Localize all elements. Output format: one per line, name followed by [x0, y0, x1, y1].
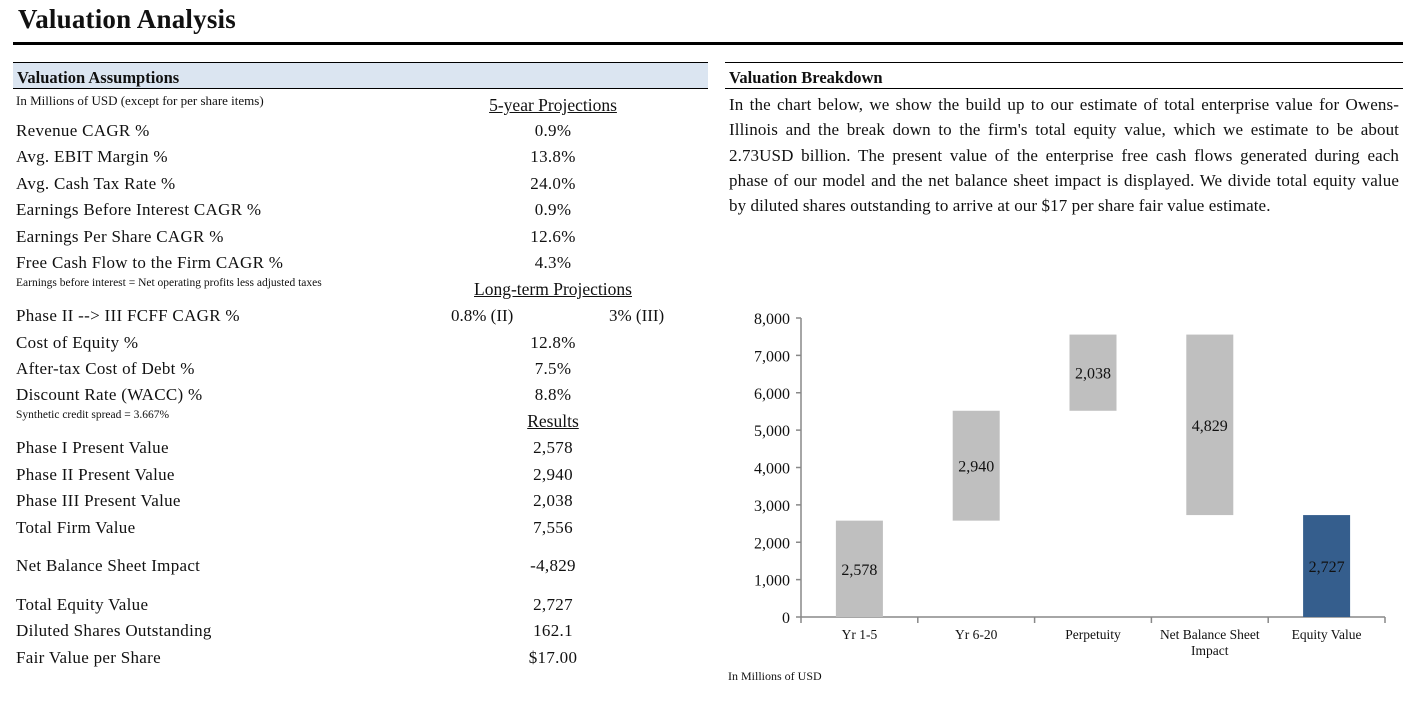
row-label: Diluted Shares Outstanding [16, 621, 212, 640]
row-label: Total Equity Value [16, 595, 149, 614]
row-value: 7.5% [534, 359, 572, 378]
x-category-label: Yr 6-20 [955, 627, 998, 642]
row-label: Net Balance Sheet Impact [16, 556, 201, 575]
bar-data-label: 2,727 [1308, 559, 1345, 577]
row-value: 24.0% [530, 174, 576, 193]
row-value: 2,578 [533, 438, 573, 457]
y-tick-label: 1,000 [754, 572, 790, 590]
row-value: 12.8% [530, 333, 576, 352]
col-head-5yr: 5-year Projections [489, 95, 617, 115]
row-value: 4.3% [534, 253, 572, 272]
row-label: Revenue CAGR % [16, 121, 150, 140]
row-label: Earnings Before Interest CAGR % [16, 200, 262, 219]
bar-data-label: 2,940 [958, 458, 995, 476]
y-tick-label: 2,000 [754, 535, 790, 553]
y-tick-label: 8,000 [754, 311, 790, 328]
row-value: $17.00 [528, 648, 578, 667]
spread-note: Synthetic credit spread = 3.667% [16, 409, 170, 421]
row-value: 12.6% [530, 227, 576, 246]
valuation-breakdown-panel [725, 62, 1403, 702]
valuation-assumptions-panel [13, 62, 708, 702]
col-head-long: Long-term Projections [474, 279, 632, 299]
x-category-label: Equity Value [1291, 627, 1362, 642]
ebi-note: Earnings before interest = Net operating profits less adjusted taxes [16, 277, 322, 289]
units-note: In Millions of USD (except for per share items) [16, 93, 264, 108]
chart-units-note: In Millions of USD [728, 669, 822, 683]
row-value: -4,829 [530, 556, 576, 575]
row-label: Phase III Present Value [16, 491, 181, 510]
row-value: 13.8% [530, 147, 576, 166]
y-tick-label: 0 [782, 610, 790, 627]
x-category-label: Net Balance Sheet [1159, 627, 1260, 642]
phase-iii-value: 3% (III) [609, 306, 665, 325]
x-category-label: Yr 1-5 [841, 627, 878, 642]
y-tick-label: 4,000 [754, 460, 790, 478]
phase-row-label: Phase II --> III FCFF CAGR % [16, 306, 240, 325]
row-value: 7,556 [533, 518, 573, 537]
row-value: 0.9% [534, 200, 572, 219]
row-value: 162.1 [533, 621, 573, 640]
phase-ii-value: 0.8% (II) [451, 306, 514, 325]
row-value: 0.9% [534, 121, 572, 140]
row-label: Phase II Present Value [16, 465, 175, 484]
breakdown-description: In the chart below, we show the build up to our estimate of total enterprise value for Owens-Illinois and the break down to the firm's total equity value, which we estimate to be about 2.73USD billion. The present value of the enterprise free cash flows generated during each phase of our model and the net balance sheet impact is displayed. We divide total equity value by diluted shares outstanding to arrive at our $17 per share fair value estimate. [729, 95, 1399, 216]
bar-data-label: 2,578 [841, 561, 878, 579]
row-label: Discount Rate (WACC) % [16, 385, 203, 404]
row-label: Total Firm Value [16, 518, 136, 537]
row-label: Earnings Per Share CAGR % [16, 227, 224, 246]
waterfall-chart [725, 302, 1395, 662]
assumptions-header [13, 62, 708, 89]
y-tick-label: 6,000 [754, 385, 790, 403]
row-value: 2,038 [533, 491, 573, 510]
assumptions-header-label: Valuation Assumptions [17, 68, 180, 87]
row-label: Avg. EBIT Margin % [16, 147, 168, 166]
x-category-label: Impact [1191, 643, 1229, 658]
bar-data-label: 4,829 [1191, 417, 1228, 435]
breakdown-header [725, 62, 1403, 89]
title-divider [13, 42, 1403, 45]
row-label: Fair Value per Share [16, 648, 161, 667]
y-tick-label: 3,000 [754, 497, 790, 515]
x-category-label: Perpetuity [1065, 627, 1121, 642]
row-value: 8.8% [534, 385, 572, 404]
row-value: 2,940 [533, 465, 573, 484]
row-label: Avg. Cash Tax Rate % [16, 174, 176, 193]
y-tick-label: 7,000 [754, 348, 790, 366]
row-label: Free Cash Flow to the Firm CAGR % [16, 253, 284, 272]
bar-data-label: 2,038 [1075, 365, 1111, 383]
y-tick-label: 5,000 [754, 423, 790, 441]
row-label: Cost of Equity % [16, 333, 139, 352]
col-head-results: Results [527, 411, 579, 431]
row-label: After-tax Cost of Debt % [16, 359, 195, 378]
row-label: Phase I Present Value [16, 438, 169, 457]
page-title: Valuation Analysis [18, 4, 236, 34]
breakdown-header-label: Valuation Breakdown [729, 68, 883, 87]
row-value: 2,727 [533, 595, 573, 614]
